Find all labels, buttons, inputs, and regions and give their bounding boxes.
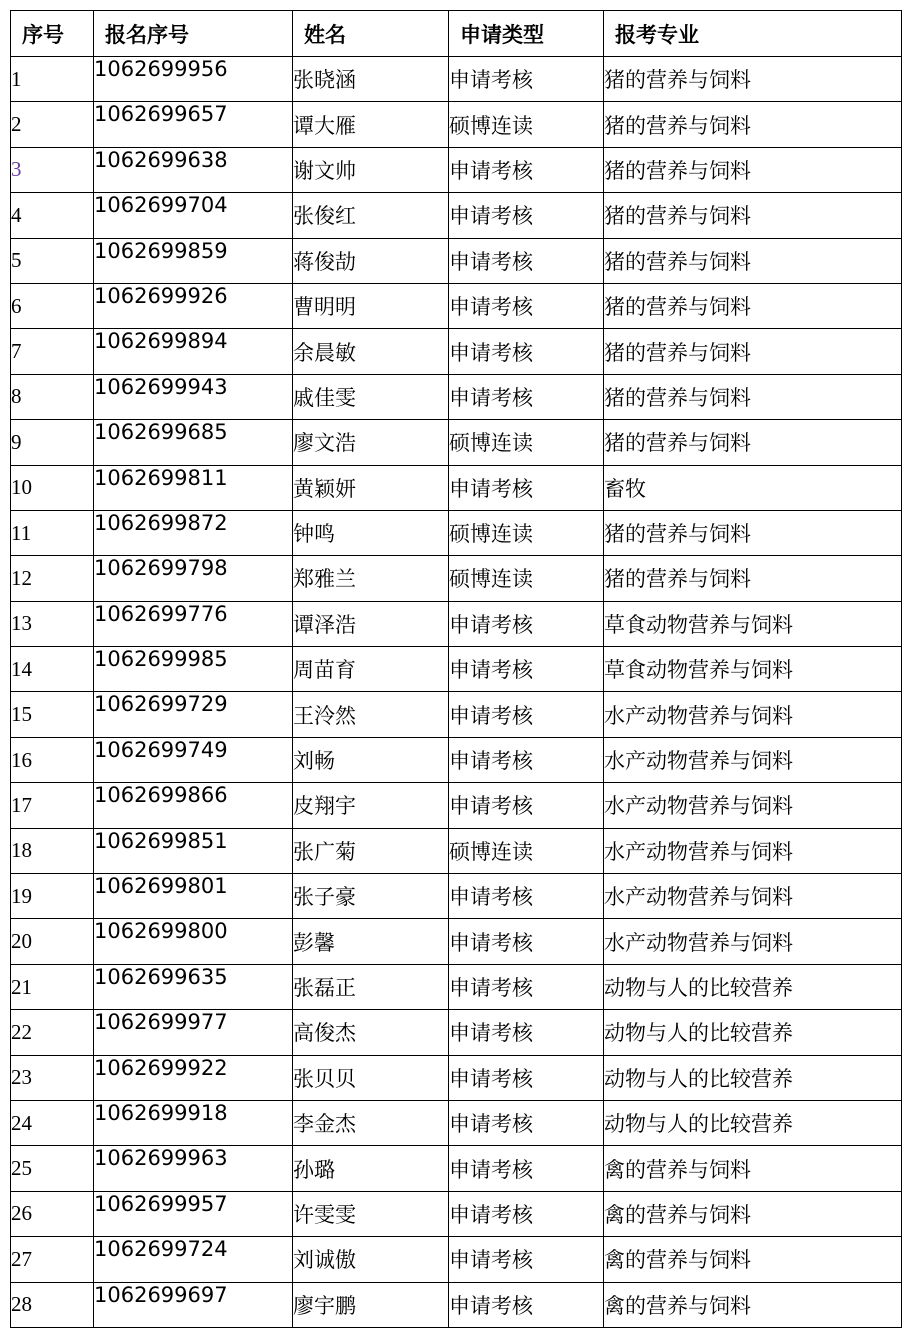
cell-reg-id: 1062699811 [94,465,293,510]
cell-seq: 8 [11,374,94,419]
cell-name: 曹明明 [293,283,449,328]
cell-major: 水产动物营养与饲料 [604,737,902,782]
cell-seq: 3 [11,147,94,192]
cell-seq: 18 [11,828,94,873]
cell-name: 黄颖妍 [293,465,449,510]
cell-name: 张子豪 [293,874,449,919]
cell-seq: 11 [11,510,94,555]
table-row [11,102,902,147]
cell-name: 高俊杰 [293,1010,449,1055]
cell-reg-id: 1062699859 [94,238,293,283]
cell-reg-id: 1062699943 [94,374,293,419]
cell-seq: 19 [11,874,94,919]
cell-major: 猪的营养与饲料 [604,102,902,147]
cell-seq: 21 [11,964,94,1009]
cell-name: 廖宇鹏 [293,1282,449,1327]
cell-reg-id: 1062699926 [94,283,293,328]
cell-major: 禽的营养与饲料 [604,1146,902,1191]
cell-type: 申请考核 [449,919,604,964]
cell-name: 谢文帅 [293,147,449,192]
cell-reg-id: 1062699724 [94,1237,293,1282]
table-body [11,57,902,1328]
header-major: 报考专业 [604,11,902,57]
header-name: 姓名 [293,11,449,57]
table-row [11,420,902,465]
cell-name: 郑雅兰 [293,556,449,601]
cell-major: 水产动物营养与饲料 [604,783,902,828]
cell-major: 猪的营养与饲料 [604,238,902,283]
cell-name: 张广菊 [293,828,449,873]
cell-major: 草食动物营养与饲料 [604,647,902,692]
cell-major: 动物与人的比较营养 [604,964,902,1009]
cell-seq: 27 [11,1237,94,1282]
table-row [11,737,902,782]
cell-name: 许雯雯 [293,1191,449,1236]
cell-type: 申请考核 [449,57,604,102]
cell-seq: 7 [11,329,94,374]
cell-reg-id: 1062699985 [94,647,293,692]
cell-type: 申请考核 [449,193,604,238]
cell-name: 孙璐 [293,1146,449,1191]
cell-name: 廖文浩 [293,420,449,465]
cell-type: 申请考核 [449,601,604,646]
cell-seq: 5 [11,238,94,283]
cell-reg-id: 1062699851 [94,828,293,873]
cell-major: 猪的营养与饲料 [604,57,902,102]
cell-type: 硕博连读 [449,828,604,873]
cell-reg-id: 1062699704 [94,193,293,238]
cell-type: 硕博连读 [449,102,604,147]
header-seq: 序号 [11,11,94,57]
cell-type: 申请考核 [449,374,604,419]
table-row [11,238,902,283]
table-row [11,147,902,192]
cell-name: 皮翔宇 [293,783,449,828]
cell-type: 硕博连读 [449,420,604,465]
cell-type: 申请考核 [449,147,604,192]
cell-reg-id: 1062699729 [94,692,293,737]
cell-type: 申请考核 [449,1191,604,1236]
table-row [11,601,902,646]
cell-seq: 23 [11,1055,94,1100]
cell-major: 畜牧 [604,465,902,510]
cell-reg-id: 1062699697 [94,1282,293,1327]
cell-reg-id: 1062699801 [94,874,293,919]
cell-type: 申请考核 [449,1237,604,1282]
cell-major: 猪的营养与饲料 [604,193,902,238]
cell-type: 硕博连读 [449,556,604,601]
cell-seq: 26 [11,1191,94,1236]
cell-type: 申请考核 [449,1100,604,1145]
cell-seq: 10 [11,465,94,510]
cell-type: 申请考核 [449,783,604,828]
cell-reg-id: 1062699776 [94,601,293,646]
cell-name: 刘畅 [293,737,449,782]
cell-seq: 20 [11,919,94,964]
cell-reg-id: 1062699918 [94,1100,293,1145]
cell-type: 申请考核 [449,329,604,374]
table-row [11,1010,902,1055]
cell-reg-id: 1062699922 [94,1055,293,1100]
applicant-table [10,10,902,1328]
cell-name: 张贝贝 [293,1055,449,1100]
cell-name: 李金杰 [293,1100,449,1145]
table-row [11,964,902,1009]
cell-major: 动物与人的比较营养 [604,1055,902,1100]
cell-name: 彭馨 [293,919,449,964]
cell-seq: 17 [11,783,94,828]
cell-reg-id: 1062699685 [94,420,293,465]
cell-reg-id: 1062699894 [94,329,293,374]
cell-reg-id: 1062699800 [94,919,293,964]
cell-major: 禽的营养与饲料 [604,1282,902,1327]
table-row [11,828,902,873]
cell-name: 戚佳雯 [293,374,449,419]
cell-type: 申请考核 [449,465,604,510]
cell-major: 动物与人的比较营养 [604,1010,902,1055]
cell-type: 申请考核 [449,964,604,1009]
header-type: 申请类型 [449,11,604,57]
cell-major: 猪的营养与饲料 [604,283,902,328]
cell-seq: 15 [11,692,94,737]
header-reg-id: 报名序号 [94,11,293,57]
cell-name: 张晓涵 [293,57,449,102]
cell-major: 水产动物营养与饲料 [604,828,902,873]
header-row [11,11,902,57]
cell-type: 申请考核 [449,737,604,782]
cell-major: 猪的营养与饲料 [604,510,902,555]
cell-reg-id: 1062699963 [94,1146,293,1191]
cell-name: 王泠然 [293,692,449,737]
cell-seq: 22 [11,1010,94,1055]
table-row [11,919,902,964]
cell-name: 钟鸣 [293,510,449,555]
cell-major: 水产动物营养与饲料 [604,874,902,919]
cell-type: 申请考核 [449,1010,604,1055]
cell-seq: 14 [11,647,94,692]
cell-seq: 25 [11,1146,94,1191]
cell-type: 申请考核 [449,1055,604,1100]
cell-major: 禽的营养与饲料 [604,1191,902,1236]
cell-major: 猪的营养与饲料 [604,420,902,465]
cell-major: 草食动物营养与饲料 [604,601,902,646]
cell-name: 谭大雁 [293,102,449,147]
table-row [11,374,902,419]
cell-name: 蒋俊劼 [293,238,449,283]
table-row [11,193,902,238]
cell-type: 申请考核 [449,692,604,737]
cell-seq: 9 [11,420,94,465]
cell-seq: 16 [11,737,94,782]
table-row [11,783,902,828]
cell-seq: 13 [11,601,94,646]
cell-reg-id: 1062699798 [94,556,293,601]
table-row [11,465,902,510]
cell-major: 猪的营养与饲料 [604,556,902,601]
table-row [11,874,902,919]
table-row [11,1100,902,1145]
cell-major: 水产动物营养与饲料 [604,919,902,964]
cell-name: 谭泽浩 [293,601,449,646]
cell-reg-id: 1062699635 [94,964,293,1009]
table-row [11,57,902,102]
cell-seq: 6 [11,283,94,328]
cell-type: 申请考核 [449,874,604,919]
table-row [11,1237,902,1282]
cell-seq: 12 [11,556,94,601]
cell-type: 申请考核 [449,647,604,692]
cell-seq: 4 [11,193,94,238]
table-row [11,1055,902,1100]
table-row [11,692,902,737]
cell-major: 猪的营养与饲料 [604,147,902,192]
cell-major: 动物与人的比较营养 [604,1100,902,1145]
cell-type: 申请考核 [449,1282,604,1327]
table-row [11,1282,902,1327]
cell-major: 猪的营养与饲料 [604,329,902,374]
cell-reg-id: 1062699977 [94,1010,293,1055]
cell-seq: 28 [11,1282,94,1327]
cell-reg-id: 1062699866 [94,783,293,828]
cell-major: 禽的营养与饲料 [604,1237,902,1282]
table-row [11,556,902,601]
cell-reg-id: 1062699956 [94,57,293,102]
cell-reg-id: 1062699872 [94,510,293,555]
table-row [11,647,902,692]
cell-name: 张俊红 [293,193,449,238]
cell-type: 申请考核 [449,283,604,328]
table-row [11,283,902,328]
cell-reg-id: 1062699749 [94,737,293,782]
cell-reg-id: 1062699657 [94,102,293,147]
table-row [11,1146,902,1191]
cell-reg-id: 1062699957 [94,1191,293,1236]
cell-seq: 2 [11,102,94,147]
table-row [11,329,902,374]
cell-type: 硕博连读 [449,510,604,555]
cell-name: 张磊正 [293,964,449,1009]
cell-type: 申请考核 [449,1146,604,1191]
cell-name: 刘诚傲 [293,1237,449,1282]
cell-major: 猪的营养与饲料 [604,374,902,419]
cell-reg-id: 1062699638 [94,147,293,192]
cell-type: 申请考核 [449,238,604,283]
cell-name: 余晨敏 [293,329,449,374]
cell-seq: 24 [11,1100,94,1145]
cell-seq: 1 [11,57,94,102]
cell-name: 周苗育 [293,647,449,692]
cell-major: 水产动物营养与饲料 [604,692,902,737]
table-row [11,510,902,555]
table-row [11,1191,902,1236]
